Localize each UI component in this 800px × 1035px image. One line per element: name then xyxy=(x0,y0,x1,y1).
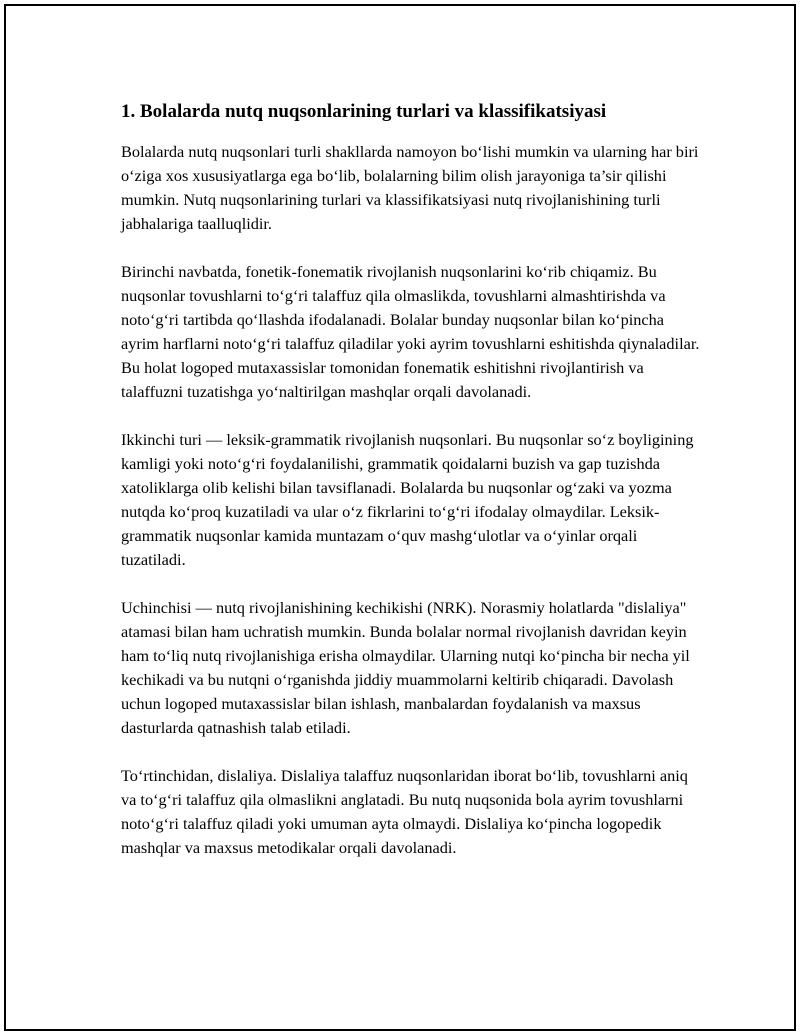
paragraph-phonetic-phonemic: Birinchi navbatda, fonetik-fonematik rivojlanish nuqsonlarini ko‘rib chiqamiz. Bu nuqsonlar tovushlarni to‘g‘ri talaffuz qila olmaslikda, tovushlarni almashtirishda va noto‘g‘ri tartibda qo‘llashda ifodalanadi. Bolalar bunday nuqsonlar bilan ko‘pincha ayrim harflarni noto‘g‘ri talaffuz qiladilar yoki ayrim tovushlarni eshitishda qiynaladilar. Bu holat logoped mutaxassislar tomonidan fonematik eshitishni rivojlantirish va talaffuzni tuzatishga yo‘naltirilgan mashqlar orqali davolanadi. xyxy=(121,262,700,401)
paragraph-lexical-grammatical: Ikkinchi turi — leksik-grammatik rivojlanish nuqsonlari. Bu nuqsonlar so‘z boyligining kamligi yoki noto‘g‘ri foydalanilishi, grammatik qoidalarni buzish va gap tuzishda xatoliklarga olib kelishi bilan tavsiflanadi. Bolalarda bu nuqsonlar og‘zaki va yozma nutqda ko‘proq kuzatiladi va ular o‘z fikrlarini to‘g‘ri ifodalay olmaydilar. Leksik-grammatik nuqsonlar kamida muntazam o‘quv mashg‘ulotlar va o‘yinlar orqali tuzatiladi. xyxy=(121,430,694,569)
paragraph-speech-delay: Uchinchisi — nutq rivojlanishining kechikishi (NRK). Norasmiy holatlarda "dislaliya" atamasi bilan ham uchratish mumkin. Bunda bolalar normal rivojlanish davridan keyin ham to‘liq nutq rivojlanishiga erisha olmaydilar. Ularning nutqi ko‘pincha bir necha yil kechikadi va bu nutqni o‘rganishda jiddiy muammolarni keltirib chiqaradi. Davolash uchun logoped mutaxassislar bilan ishlash, manbalardan foydalanish va maxsus dasturlarda qatnashish talab etiladi. xyxy=(121,598,690,737)
page-frame xyxy=(4,4,796,1031)
section-heading: 1. Bolalarda nutq nuqsonlarining turlari va klassifikatsiyasi xyxy=(121,101,607,122)
paragraph-intro: Bolalarda nutq nuqsonlari turli shakllarda namoyon bo‘lishi mumkin va ularning har biri o‘ziga xos xususiyatlarga ega bo‘lib, bolalarning bilim olish jarayoniga ta’sir qilishi mumkin. Nutq nuqsonlarining turlari va klassifikatsiyasi nutq rivojlanishining turli jabhalariga taalluqlidir. xyxy=(121,142,699,233)
paragraph-dyslalia: To‘rtinchidan, dislaliya. Dislaliya talaffuz nuqsonlaridan iborat bo‘lib, tovushlarni aniq va to‘g‘ri talaffuz qila olmaslikni anglatadi. Bu nutq nuqsonida bola ayrim tovushlarni noto‘g‘ri talaffuz qiladi yoki umuman ayta olmaydi. Dislaliya ko‘pincha logopedik mashqlar va maxsus metodikalar orqali davolanadi. xyxy=(121,766,688,857)
document-body xyxy=(121,98,701,884)
